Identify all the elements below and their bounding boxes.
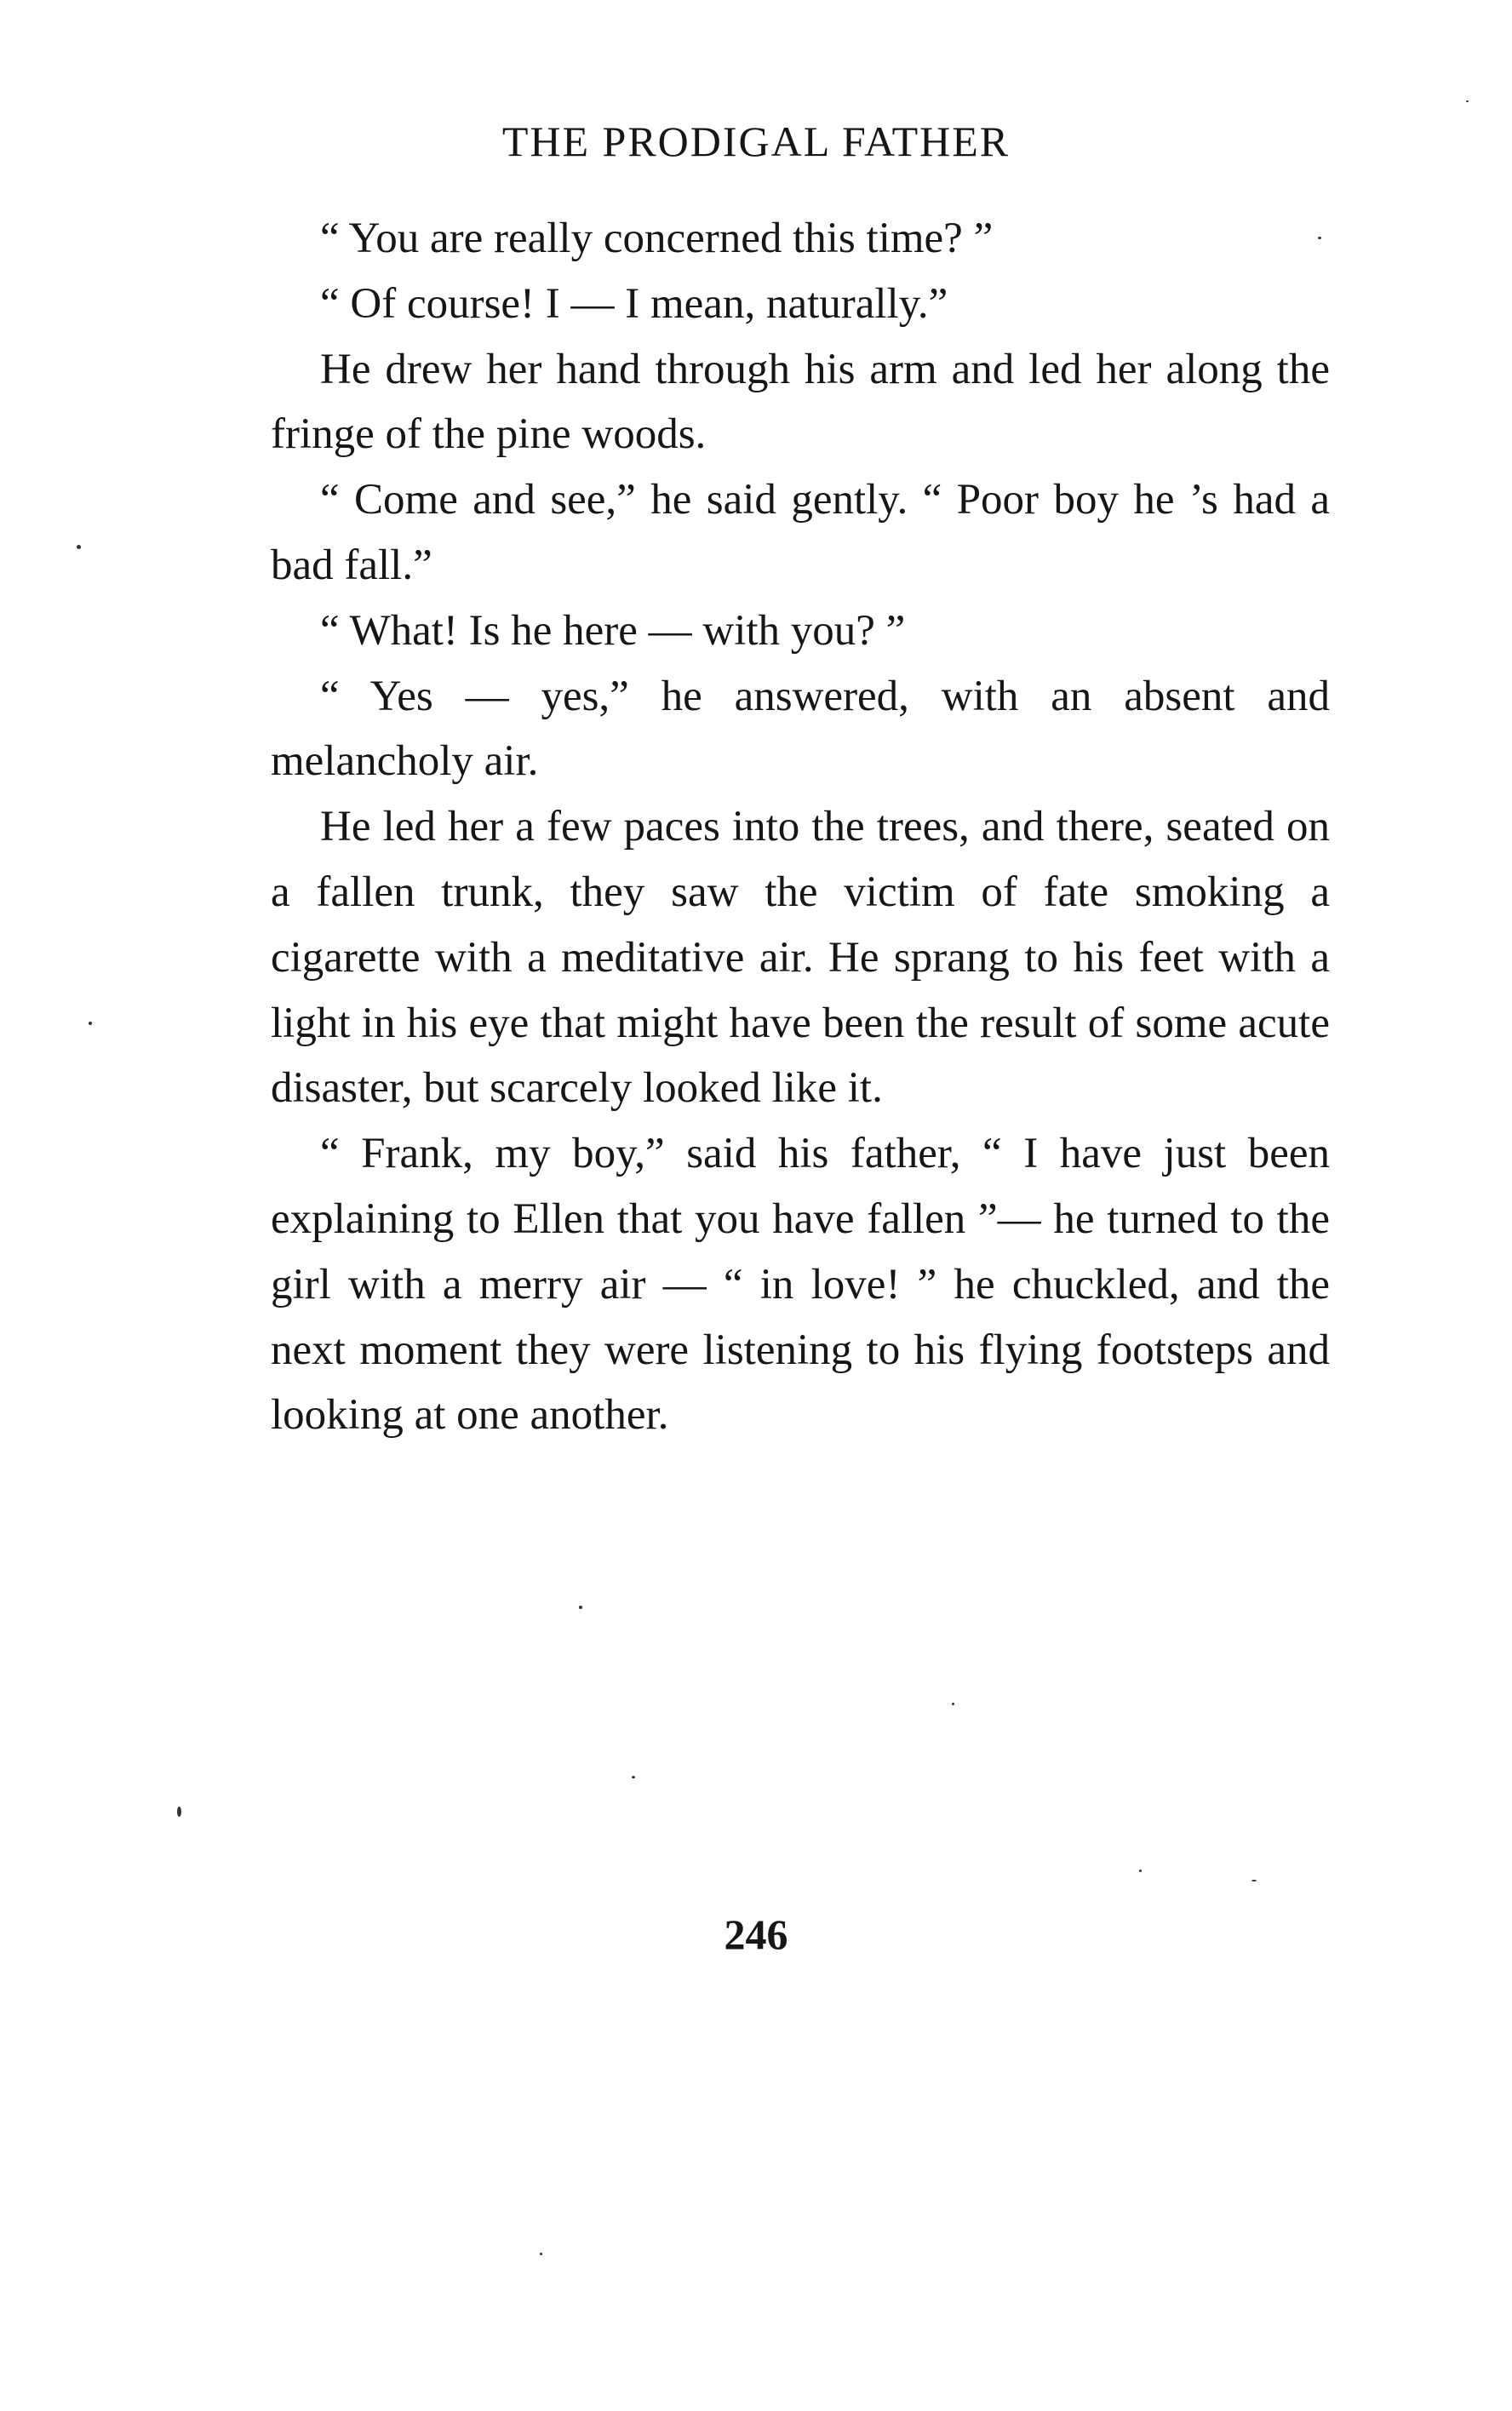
body-text	[271, 206, 1330, 1448]
page-number: 246	[724, 1910, 788, 1958]
paragraph-8: “ Frank, my boy,” said his father, “ I have just been explaining to Ellen that you have fallen ”— he turned to the girl with a merry air — “ in love! ” he chuckled, and the next moment they were listening to his flying footsteps and looking at one another.	[271, 1130, 1330, 1440]
scan-speck	[1466, 100, 1469, 102]
paragraph-3: He drew her hand through his arm and led her along the fringe of the pine woods.	[271, 345, 1330, 459]
paragraph-5: “ What! Is he here — with you? ”	[320, 606, 906, 655]
scan-speck	[632, 1776, 635, 1778]
paragraph-4: “ Come and see,” he said gently. “ Poor boy he ’s had a bad fall.”	[271, 476, 1330, 589]
running-head: THE PRODIGAL FATHER	[501, 117, 1011, 165]
scan-speck	[1139, 1870, 1142, 1872]
scan-speck	[77, 545, 81, 549]
scan-speck	[1251, 1880, 1257, 1881]
scan-speck	[579, 1606, 582, 1609]
scan-speck	[177, 1807, 181, 1817]
paragraph-1: “ You are really concerned this time? ”	[320, 215, 994, 262]
scan-speck	[89, 1022, 92, 1025]
scan-speck	[1318, 237, 1321, 239]
scan-speck	[952, 1703, 954, 1705]
paragraph-2: “ Of course! I — I mean, naturally.”	[320, 279, 948, 328]
paragraph-6: “ Yes — yes,” he answered, with an absent and melancholy air.	[271, 672, 1330, 786]
scan-speck	[540, 2253, 542, 2255]
paragraph-7: He led her a few paces into the trees, and there, seated on a fallen trunk, they saw the victim of fate smoking a cigarette with a meditative air. He sprang to his feet with a light in his eye that might have been the result of some acute disaster, but scarcely looked like it.	[271, 803, 1330, 1113]
